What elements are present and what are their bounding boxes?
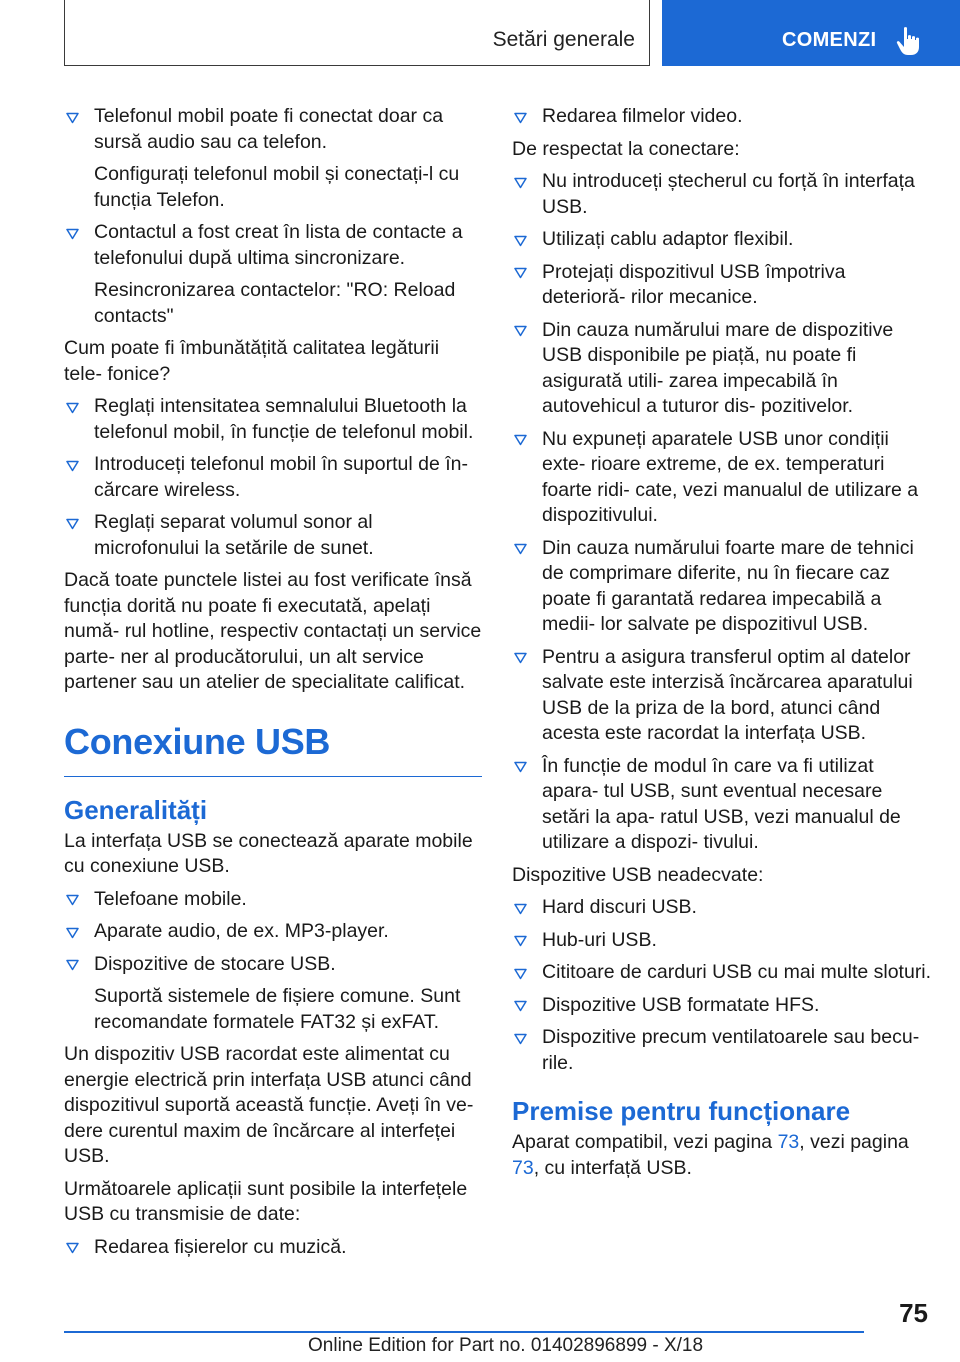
list-item xyxy=(512,645,932,747)
list-item-text: Dispozitive precum ventilatoarele sau becu‐ rile. xyxy=(542,1026,920,1074)
triangle-bullet-icon xyxy=(66,887,80,913)
list-item-text: Protejați dispozitivul USB împotriva deterioră‐ rilor mecanice. xyxy=(542,260,846,308)
list-item xyxy=(64,887,482,913)
list-item-text: Contactul a fost creat în lista de contacte a telefonului după ultima sincronizare. xyxy=(94,221,463,269)
paragraph: La interfața USB se conectează aparate mobile cu conexiune USB. xyxy=(64,829,473,877)
triangle-bullet-icon xyxy=(66,510,80,536)
triangle-bullet-icon xyxy=(514,536,528,562)
list-item-text: Pentru a asigura transferul optim al datelor salvate este interzisă încărcarea aparatului USB de la priza de la bord, atunci când acesta este racordat la interfața USB. xyxy=(542,645,913,744)
paragraph-text: , cu interfață USB. xyxy=(533,1156,692,1179)
footer-divider xyxy=(64,1331,864,1333)
list-item xyxy=(512,960,932,986)
edition-footer: Online Edition for Part no. 01402896899 - X/18 xyxy=(308,1335,704,1356)
triangle-bullet-icon xyxy=(514,1025,528,1051)
list-item-text: Dispozitive de stocare USB. xyxy=(94,952,336,975)
list-item-text: Redarea fișierelor cu muzică. xyxy=(94,1235,347,1258)
left-column xyxy=(64,104,482,1267)
list-item xyxy=(512,928,932,954)
triangle-bullet-icon xyxy=(66,952,80,978)
paragraph: Următoarele aplicații sunt posibile la interfețele USB cu transmisie de date: xyxy=(64,1177,468,1225)
triangle-bullet-icon xyxy=(514,960,528,986)
list-item-note: Suportă sistemele de fișiere comune. Sunt recomandate formatele FAT32 și exFAT. xyxy=(94,985,461,1033)
list-item xyxy=(64,220,482,271)
triangle-bullet-icon xyxy=(514,104,528,130)
list-item xyxy=(64,952,482,978)
list-item-text: În funcție de modul în care va fi utilizat apara‐ tul USB, sunt eventual necesare setări la apa‐ ratul USB, vezi manualul de utilizare a dispozi‐ tivului. xyxy=(542,754,901,853)
paragraph: Cum poate fi îmbunătățită calitatea legăturii tele‐ fonice? xyxy=(64,337,440,385)
list-item-text: Dispozitive USB formatate HFS. xyxy=(542,993,820,1016)
triangle-bullet-icon xyxy=(514,645,528,671)
list-item xyxy=(64,104,482,155)
paragraph-text: Aparat compatibil, vezi pagina xyxy=(512,1131,778,1153)
list-item xyxy=(64,919,482,945)
list-item-text: Introduceți telefonul mobil în suportul de în‐ cărcare wireless. xyxy=(94,453,468,501)
list-item xyxy=(64,510,482,561)
list-item-note: Configurați telefonul mobil și conectați-l cu funcția Telefon. xyxy=(94,163,460,211)
subsection-heading: Generalități xyxy=(64,794,208,825)
list-item xyxy=(64,1235,482,1261)
triangle-bullet-icon xyxy=(514,895,528,921)
list-item xyxy=(512,993,932,1019)
triangle-bullet-icon xyxy=(66,919,80,945)
list-item xyxy=(512,1025,932,1076)
paragraph: De respectat la conectare: xyxy=(512,137,740,160)
tab-comenzi[interactable] xyxy=(662,0,960,66)
list-item xyxy=(64,394,482,445)
list-item xyxy=(512,754,932,856)
triangle-bullet-icon xyxy=(514,993,528,1019)
page-link[interactable]: 73 xyxy=(512,1156,534,1179)
list-item xyxy=(512,895,932,921)
list-item-text: Din cauza numărului foarte mare de tehnici de comprimare diferite, nu în fiecare caz poate fi garantată redarea impecabilă a medii‐ lor salvate pe dispozitivul USB. xyxy=(542,536,914,635)
tab-comenzi-label: COMENZI xyxy=(782,29,877,51)
list-item-text: Hub-uri USB. xyxy=(542,928,657,951)
triangle-bullet-icon xyxy=(514,318,528,344)
list-item-text: Telefonul mobil poate fi conectat doar ca sursă audio sau ca telefon. xyxy=(94,105,444,153)
pointing-hand-icon xyxy=(896,26,922,56)
paragraph: Dacă toate punctele listei au fost verificate însă funcția dorită nu poate fi executată, apelați numă‐ rul hotline, respectiv contactați un service parte‐ ner al producătorului, un alt service partener sau un atelier de specialitate calificat. xyxy=(64,569,482,693)
list-item-text: Din cauza numărului mare de dispozitive USB disponibile pe piață, nu poate fi asigurată utili‐ zarea impecabilă în autovehicul a tuturor dis‐ pozitivelor. xyxy=(542,318,894,417)
section-header-box xyxy=(64,0,650,66)
triangle-bullet-icon xyxy=(66,220,80,246)
paragraph-text: , vezi pagina xyxy=(799,1131,909,1153)
list-item-text: Cititoare de carduri USB cu mai multe sloturi. xyxy=(542,961,932,983)
paragraph: Dispozitive USB neadecvate: xyxy=(512,863,764,886)
list-item-text: Aparate audio, de ex. MP3-player. xyxy=(94,920,389,942)
page-header xyxy=(0,0,960,66)
triangle-bullet-icon xyxy=(514,260,528,286)
list-item-text: Utilizați cablu adaptor flexibil. xyxy=(542,228,794,250)
list-item-text: Reglați separat volumul sonor al microfonului la setările de sunet. xyxy=(94,511,374,559)
triangle-bullet-icon xyxy=(66,394,80,420)
list-item xyxy=(512,318,932,420)
list-item xyxy=(512,169,932,220)
list-item-text: Redarea filmelor video. xyxy=(542,105,743,127)
right-column xyxy=(512,104,932,1188)
section-title: Setări generale xyxy=(492,28,635,51)
section-heading: Conexiune USB xyxy=(64,722,482,777)
page-link[interactable]: 73 xyxy=(777,1131,800,1153)
list-item xyxy=(512,260,932,311)
list-item-text: Hard discuri USB. xyxy=(542,896,697,918)
paragraph xyxy=(512,1130,932,1181)
list-item-text: Nu expuneți aparatele USB unor condiții exte‐ rioare extreme, de ex. temperaturi foarte ridi‐ cate, vezi manualul de utilizare a dispozitivului. xyxy=(542,427,919,526)
list-item-text: Telefoane mobile. xyxy=(94,887,247,910)
list-item xyxy=(512,227,932,253)
paragraph: Un dispozitiv USB racordat este alimentat cu energie electrică prin interfața USB atunci când dispozitivul suportă această funcție. Aveți în ve‐ dere curentul maxim de încărcare al interfeței USB. xyxy=(64,1043,474,1167)
triangle-bullet-icon xyxy=(514,754,528,780)
list-item xyxy=(64,452,482,503)
triangle-bullet-icon xyxy=(514,427,528,453)
triangle-bullet-icon xyxy=(66,1235,80,1261)
list-item-note: Resincronizarea contactelor: "RO: Reload contacts" xyxy=(94,279,456,327)
list-item xyxy=(512,104,932,130)
list-item-text: Nu introduceți ștecherul cu forță în interfața USB. xyxy=(542,170,915,218)
list-item xyxy=(512,536,932,638)
page-number: 75 xyxy=(899,1298,928,1328)
triangle-bullet-icon xyxy=(514,928,528,954)
list-item xyxy=(512,427,932,529)
triangle-bullet-icon xyxy=(66,452,80,478)
triangle-bullet-icon xyxy=(66,104,80,130)
list-item-text: Reglați intensitatea semnalului Bluetooth la telefonul mobil, în funcție de telefonul mobil. xyxy=(94,395,474,443)
triangle-bullet-icon xyxy=(514,169,528,195)
triangle-bullet-icon xyxy=(514,227,528,253)
subsection-heading: Premise pentru funcționare xyxy=(512,1096,851,1126)
